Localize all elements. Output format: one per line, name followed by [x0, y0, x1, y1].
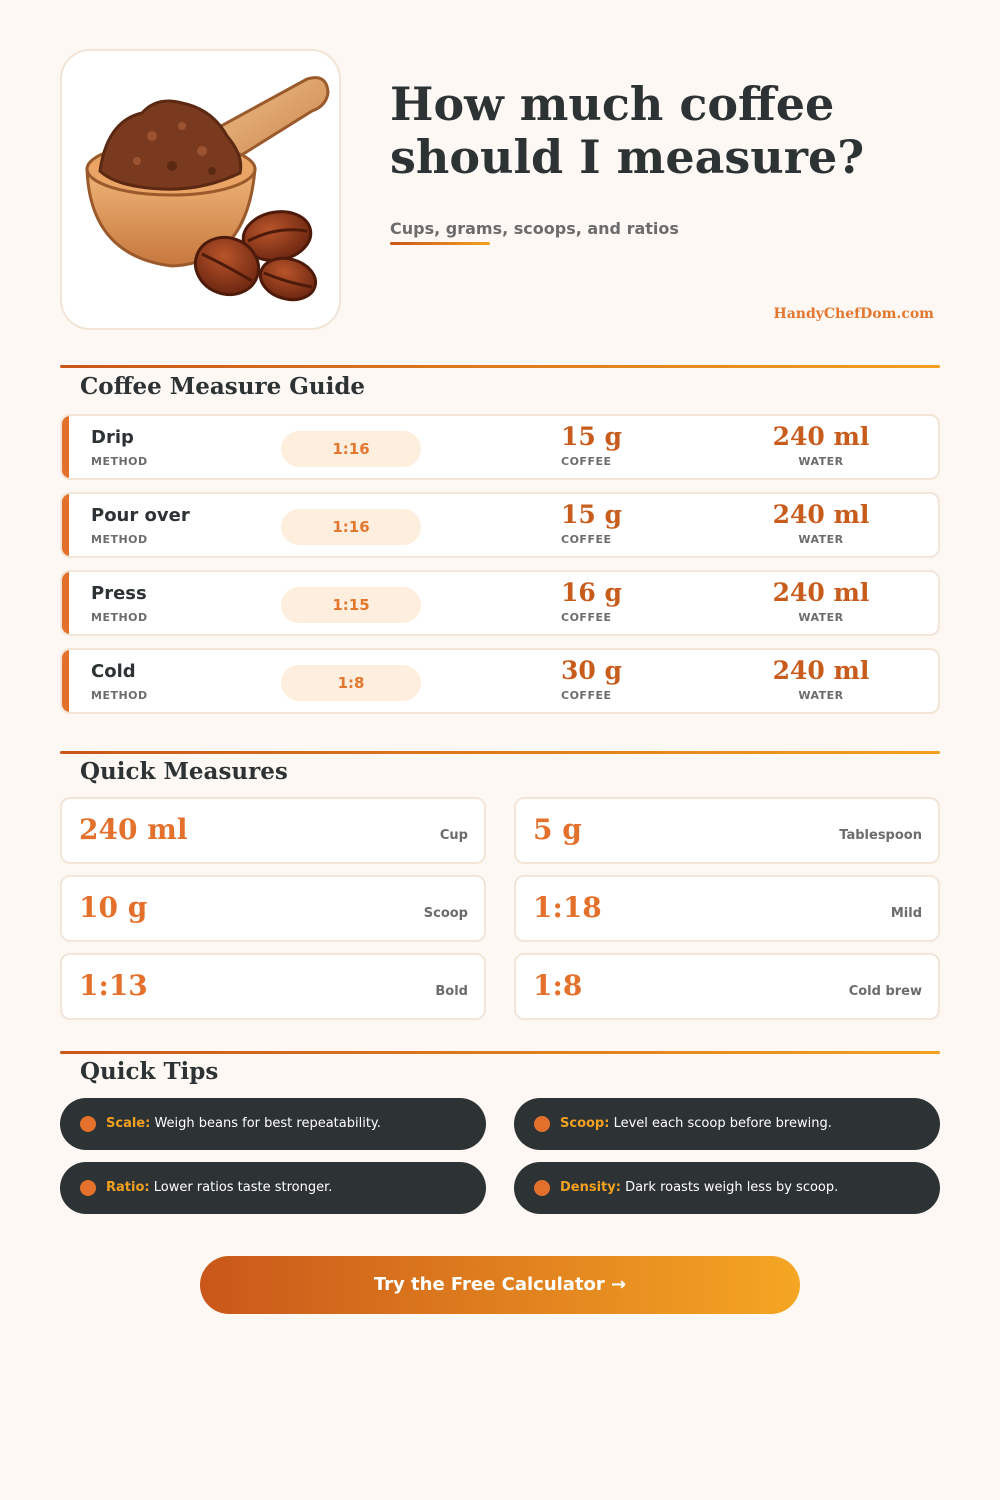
coffee-amount: 15 g: [561, 500, 622, 529]
measure-label: Mild: [890, 906, 922, 921]
method-label: METHOD: [91, 611, 148, 624]
guide-section-title: Coffee Measure Guide: [80, 373, 366, 400]
ratio-pill: 1:16: [281, 509, 421, 545]
tip-key: Scale:: [106, 1116, 151, 1131]
water-amount: 240 ml: [772, 500, 870, 529]
quick-measure-tablespoon: [514, 797, 940, 864]
coffee-amount: 30 g: [561, 656, 622, 685]
tip-key: Ratio:: [106, 1180, 150, 1195]
coffee-label: COFFEE: [561, 455, 612, 468]
coffee-amount: 16 g: [561, 578, 622, 607]
water-label: WATER: [798, 533, 844, 546]
measure-value: 1:13: [79, 969, 148, 1002]
page-title-line-1: How much coffee: [390, 77, 835, 131]
bullet-dot-icon: [80, 1180, 96, 1196]
row-accent-bar: [62, 416, 69, 478]
measure-label: Cup: [439, 828, 468, 843]
tip-text: [106, 1116, 381, 1131]
water-label: WATER: [798, 611, 844, 624]
tip-scale: [60, 1098, 486, 1150]
method-name: Cold: [91, 661, 136, 682]
quick-measure-mild: [514, 875, 940, 942]
coffee-label: COFFEE: [561, 611, 612, 624]
tip-density: [514, 1162, 940, 1214]
tip-body: Dark roasts weigh less by scoop.: [620, 1180, 839, 1195]
page-title: [390, 78, 950, 184]
measure-label: Cold brew: [848, 984, 922, 999]
water-amount: 240 ml: [772, 578, 870, 607]
tip-text: [106, 1180, 332, 1195]
measure-value: 10 g: [79, 891, 148, 924]
tip-body: Weigh beans for best repeatability.: [150, 1116, 381, 1131]
tip-scoop: [514, 1098, 940, 1150]
guide-row-cold: [60, 648, 940, 714]
method-name: Press: [91, 583, 147, 604]
water-label: WATER: [798, 689, 844, 702]
measure-label: Scoop: [423, 906, 468, 921]
guide-row-press: [60, 570, 940, 636]
measure-value: 1:18: [533, 891, 602, 924]
section-divider: [60, 365, 940, 368]
bullet-dot-icon: [534, 1116, 550, 1132]
water-amount: 240 ml: [772, 422, 870, 451]
coffee-label: COFFEE: [561, 533, 612, 546]
quick-tips-title: Quick Tips: [80, 1058, 219, 1085]
section-divider: [60, 1051, 940, 1054]
water-amount: 240 ml: [772, 656, 870, 685]
row-accent-bar: [62, 650, 69, 712]
guide-row-pour-over: [60, 492, 940, 558]
tip-key: Scoop:: [560, 1116, 610, 1131]
section-divider: [60, 751, 940, 754]
brand-link[interactable]: HandyChefDom.com: [773, 306, 934, 322]
method-label: METHOD: [91, 533, 148, 546]
method-name: Pour over: [91, 505, 190, 526]
tip-key: Density:: [560, 1180, 621, 1195]
coffee-amount: 15 g: [561, 422, 622, 451]
hero-image: [60, 49, 341, 330]
tip-text: [560, 1116, 832, 1131]
coffee-scoop-with-beans-icon: [62, 51, 341, 330]
tip-body: Lower ratios taste stronger.: [149, 1180, 333, 1195]
tip-text: [560, 1180, 838, 1195]
bullet-dot-icon: [80, 1116, 96, 1132]
bullet-dot-icon: [534, 1180, 550, 1196]
method-label: METHOD: [91, 455, 148, 468]
quick-measure-bold: [60, 953, 486, 1020]
ratio-pill: 1:15: [281, 587, 421, 623]
water-label: WATER: [798, 455, 844, 468]
method-name: Drip: [91, 427, 134, 448]
tip-ratio: [60, 1162, 486, 1214]
measure-label: Bold: [435, 984, 468, 999]
guide-row-drip: [60, 414, 940, 480]
page-title-line-2: should I measure?: [390, 130, 865, 184]
free-calculator-button[interactable]: Try the Free Calculator →: [200, 1256, 800, 1314]
row-accent-bar: [62, 494, 69, 556]
tip-body: Level each scoop before brewing.: [609, 1116, 832, 1131]
ratio-pill: 1:16: [281, 431, 421, 467]
quick-measures-title: Quick Measures: [80, 758, 288, 785]
measure-label: Tablespoon: [839, 828, 922, 843]
row-accent-bar: [62, 572, 69, 634]
method-label: METHOD: [91, 689, 148, 702]
subtitle-underline: [390, 242, 490, 245]
measure-value: 5 g: [533, 813, 582, 846]
coffee-label: COFFEE: [561, 689, 612, 702]
quick-measure-scoop: [60, 875, 486, 942]
ratio-pill: 1:8: [281, 665, 421, 701]
quick-measure-cup: [60, 797, 486, 864]
quick-measure-cold-brew: [514, 953, 940, 1020]
measure-value: 240 ml: [79, 813, 188, 846]
page-subtitle: Cups, grams, scoops, and ratios: [390, 219, 679, 238]
measure-value: 1:8: [533, 969, 583, 1002]
